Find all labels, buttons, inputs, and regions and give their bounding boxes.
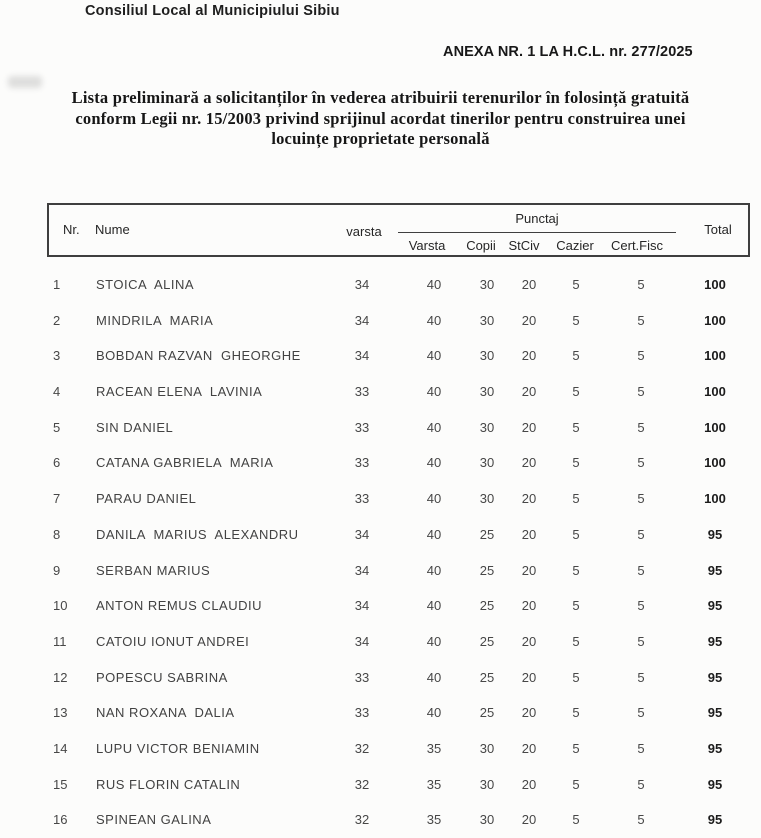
cell-cazier: 5	[572, 740, 580, 756]
cell-varsta: 34	[354, 598, 370, 614]
cell-cazier: 5	[572, 526, 580, 542]
cell-total: 100	[704, 348, 726, 364]
table-row	[0, 481, 761, 517]
cell-p-varsta: 40	[426, 455, 442, 471]
cell-cert-fisc: 5	[637, 491, 645, 507]
table-row	[0, 660, 761, 696]
table-rows	[0, 267, 761, 838]
table-row	[0, 731, 761, 767]
cell-p-varsta: 40	[426, 312, 442, 328]
cell-varsta: 34	[354, 312, 370, 328]
table-row	[0, 267, 761, 303]
cell-nr: 4	[53, 384, 61, 400]
cell-cert-fisc: 5	[637, 277, 645, 292]
cell-cazier: 5	[572, 705, 580, 721]
cell-p-varsta: 35	[426, 812, 442, 828]
cell-copii: 30	[479, 776, 495, 792]
cell-p-varsta: 40	[426, 669, 442, 685]
cell-nr: 14	[53, 740, 68, 756]
cell-stciv: 20	[521, 705, 537, 721]
cell-total: 100	[704, 277, 726, 292]
cell-name: POPESCU SABRINA	[96, 669, 228, 685]
document-title-line-1: Lista preliminară a solicitanților în vederea atribuirii terenurilor în folosință gratuită	[71, 88, 690, 107]
cell-name: LUPU VICTOR BENIAMIN	[96, 740, 260, 756]
cell-copii: 30	[479, 348, 495, 364]
cell-varsta: 32	[354, 812, 370, 828]
cell-name: BOBDAN RAZVAN GHEORGHE	[96, 348, 301, 364]
cell-stciv: 20	[521, 669, 537, 685]
org-name: Consiliul Local al Municipiului Sibiu	[85, 3, 340, 19]
cell-p-varsta: 40	[426, 562, 442, 578]
table-row	[0, 802, 761, 838]
cell-p-varsta: 40	[426, 526, 442, 542]
cell-p-varsta: 40	[426, 384, 442, 400]
cell-nr: 16	[53, 812, 68, 828]
cell-cert-fisc: 5	[637, 705, 645, 721]
cell-name: ANTON REMUS CLAUDIU	[96, 598, 263, 614]
cell-cert-fisc: 5	[637, 312, 645, 328]
cell-name: SIN DANIEL	[96, 419, 174, 435]
cell-copii: 25	[479, 669, 495, 685]
cell-cert-fisc: 5	[637, 384, 645, 400]
scan-smudge-artifact	[8, 76, 42, 88]
cell-cert-fisc: 5	[637, 669, 645, 685]
cell-name: STOICA ALINA	[96, 277, 195, 292]
cell-stciv: 20	[521, 740, 537, 756]
cell-nr: 10	[53, 598, 68, 614]
cell-varsta: 33	[354, 384, 370, 400]
cell-nr: 12	[53, 669, 68, 685]
cell-nr: 2	[53, 312, 61, 328]
cell-nr: 5	[53, 419, 61, 435]
table-row	[0, 588, 761, 624]
cell-varsta: 34	[354, 562, 370, 578]
cell-varsta: 33	[354, 705, 370, 721]
cell-total: 100	[704, 384, 726, 400]
cell-copii: 25	[479, 633, 495, 649]
cell-name: RUS FLORIN CATALIN	[96, 776, 241, 792]
cell-varsta: 33	[354, 455, 370, 471]
cell-nr: 13	[53, 705, 68, 721]
cell-copii: 30	[479, 455, 495, 471]
cell-stciv: 20	[521, 633, 537, 649]
cell-stciv: 20	[521, 384, 537, 400]
cell-total: 95	[707, 740, 723, 756]
cell-stciv: 20	[521, 526, 537, 542]
cell-varsta: 34	[354, 633, 370, 649]
cell-p-varsta: 40	[426, 633, 442, 649]
cell-nr: 6	[53, 455, 61, 471]
cell-copii: 30	[479, 491, 495, 507]
cell-cazier: 5	[572, 776, 580, 792]
subcolumn-header-varsta: Varsta	[408, 238, 446, 253]
cell-nr: 11	[53, 633, 67, 649]
cell-stciv: 20	[521, 562, 537, 578]
subcolumn-header-cert-fisc: Cert.Fisc	[611, 238, 663, 253]
cell-cazier: 5	[572, 455, 580, 471]
cell-p-varsta: 35	[426, 776, 442, 792]
cell-nr: 7	[53, 491, 61, 507]
cell-name: DANILA MARIUS ALEXANDRU	[96, 526, 299, 542]
table-row	[0, 410, 761, 446]
cell-cert-fisc: 5	[637, 455, 645, 471]
cell-stciv: 20	[521, 277, 537, 292]
cell-copii: 30	[479, 277, 495, 292]
cell-total: 95	[707, 812, 723, 828]
cell-cazier: 5	[572, 562, 580, 578]
cell-cazier: 5	[572, 633, 580, 649]
cell-copii: 30	[479, 740, 495, 756]
cell-stciv: 20	[521, 312, 537, 328]
table-row	[0, 303, 761, 339]
cell-cert-fisc: 5	[637, 812, 645, 828]
column-header-nr: Nr.	[63, 222, 80, 237]
column-header-nume: Nume	[95, 222, 130, 237]
cell-total: 95	[707, 669, 723, 685]
cell-cert-fisc: 5	[637, 562, 645, 578]
cell-total: 100	[704, 419, 726, 435]
cell-total: 100	[704, 455, 726, 471]
cell-copii: 25	[479, 598, 495, 614]
cell-name: PARAU DANIEL	[96, 491, 197, 507]
table-header-row	[47, 203, 750, 257]
document-title	[0, 88, 761, 150]
cell-cazier: 5	[572, 384, 580, 400]
cell-cazier: 5	[572, 669, 580, 685]
cell-p-varsta: 35	[426, 740, 442, 756]
cell-total: 95	[707, 776, 723, 792]
cell-cazier: 5	[572, 312, 580, 328]
cell-name: NAN ROXANA DALIA	[96, 705, 235, 721]
cell-nr: 9	[53, 562, 61, 578]
cell-cert-fisc: 5	[637, 598, 645, 614]
cell-total: 95	[707, 562, 723, 578]
cell-varsta: 32	[354, 776, 370, 792]
table-row	[0, 767, 761, 803]
cell-varsta: 34	[354, 526, 370, 542]
cell-nr: 8	[53, 526, 61, 542]
cell-varsta: 33	[354, 491, 370, 507]
cell-total: 95	[707, 526, 723, 542]
cell-nr: 15	[53, 776, 68, 792]
cell-name: RACEAN ELENA LAVINIA	[96, 384, 263, 400]
cell-cazier: 5	[572, 277, 580, 292]
cell-total: 100	[704, 312, 726, 328]
cell-varsta: 34	[354, 277, 370, 292]
table-row	[0, 624, 761, 660]
cell-name: MINDRILA MARIA	[96, 312, 214, 328]
document-title-line-3: locuințe proprietate personală	[271, 129, 490, 148]
cell-total: 95	[707, 598, 723, 614]
cell-nr: 3	[53, 348, 61, 364]
table-row	[0, 553, 761, 589]
cell-p-varsta: 40	[426, 491, 442, 507]
cell-name: CATANA GABRIELA MARIA	[96, 455, 274, 471]
cell-cert-fisc: 5	[637, 348, 645, 364]
cell-cert-fisc: 5	[637, 633, 645, 649]
table-row	[0, 338, 761, 374]
cell-nr: 1	[53, 277, 61, 292]
cell-varsta: 33	[354, 419, 370, 435]
table-row	[0, 374, 761, 410]
cell-p-varsta: 40	[426, 419, 442, 435]
punctaj-group-underline	[398, 232, 676, 233]
subcolumn-header-cazier: Cazier	[556, 238, 594, 253]
cell-cazier: 5	[572, 491, 580, 507]
cell-stciv: 20	[521, 491, 537, 507]
cell-varsta: 33	[354, 669, 370, 685]
cell-cazier: 5	[572, 419, 580, 435]
cell-p-varsta: 40	[426, 348, 442, 364]
cell-stciv: 20	[521, 419, 537, 435]
cell-copii: 25	[479, 562, 495, 578]
cell-copii: 30	[479, 384, 495, 400]
cell-cert-fisc: 5	[637, 419, 645, 435]
cell-cazier: 5	[572, 348, 580, 364]
cell-p-varsta: 40	[426, 705, 442, 721]
cell-copii: 30	[479, 419, 495, 435]
subcolumn-header-stciv: StCiv	[508, 238, 540, 253]
cell-name: SPINEAN GALINA	[96, 812, 212, 828]
cell-stciv: 20	[521, 812, 537, 828]
cell-cert-fisc: 5	[637, 776, 645, 792]
cell-cert-fisc: 5	[637, 526, 645, 542]
table-row	[0, 695, 761, 731]
table-row	[0, 445, 761, 481]
cell-stciv: 20	[521, 348, 537, 364]
cell-stciv: 20	[521, 598, 537, 614]
column-header-total: Total	[704, 222, 732, 237]
table-row	[0, 517, 761, 553]
cell-varsta: 32	[354, 740, 370, 756]
column-group-punctaj: Punctaj	[515, 211, 559, 226]
cell-total: 95	[707, 633, 723, 649]
cell-cazier: 5	[572, 812, 580, 828]
annex-reference: ANEXA NR. 1 LA H.C.L. nr. 277/2025	[443, 44, 693, 60]
cell-p-varsta: 40	[426, 277, 442, 292]
document-title-line-2: conform Legii nr. 15/2003 privind sprijinul acordat tinerilor pentru construirea unei	[75, 108, 686, 128]
cell-copii: 30	[479, 312, 495, 328]
subcolumn-header-copii: Copii	[466, 238, 496, 253]
cell-cazier: 5	[572, 598, 580, 614]
cell-copii: 30	[479, 812, 495, 828]
cell-varsta: 34	[354, 348, 370, 364]
cell-total: 95	[707, 705, 723, 721]
cell-copii: 25	[479, 705, 495, 721]
cell-cert-fisc: 5	[637, 740, 645, 756]
cell-total: 100	[704, 491, 726, 507]
cell-p-varsta: 40	[426, 598, 442, 614]
cell-copii: 25	[479, 526, 495, 542]
column-header-varsta: varsta	[346, 224, 382, 239]
cell-name: CATOIU IONUT ANDREI	[96, 633, 250, 649]
cell-stciv: 20	[521, 776, 537, 792]
cell-name: SERBAN MARIUS	[96, 562, 211, 578]
cell-stciv: 20	[521, 455, 537, 471]
